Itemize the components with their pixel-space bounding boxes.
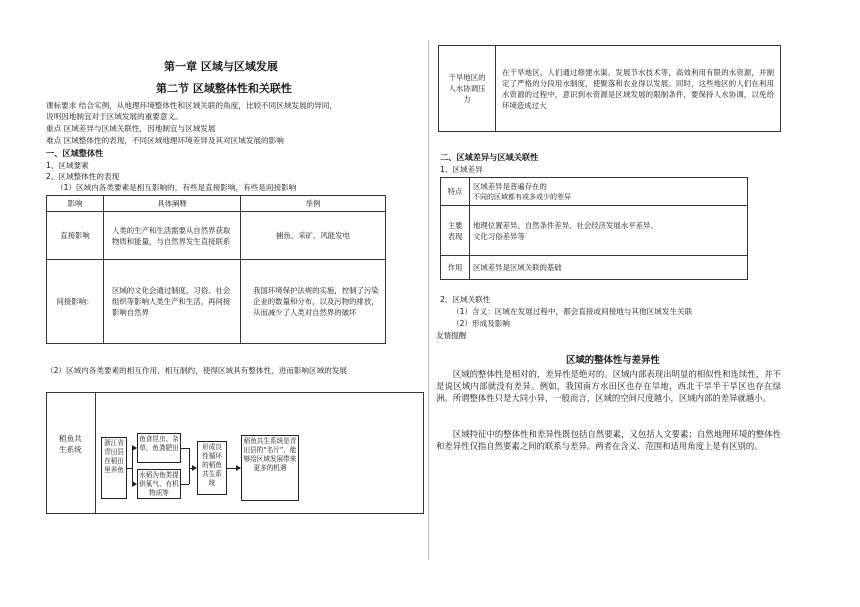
heading-region-linkage: 2、区域关联性 (440, 295, 491, 304)
table-cell: 干旱地区的人水协调压力 (439, 46, 496, 132)
essay-paragraph-1: 区域的整体性是相对的，差异性是绝对的。区域内部表现出明显的相似性和连续性，并不是说区域内部就没有差异。例如，我国南方水田区也存在旱地，西北干旱半干旱区也存在绿洲。所谓整体性只是大同小异，一般而言，区域的空间尺度越小，区域内部的差异就越小。 (436, 369, 781, 403)
heading-region-difference: 二、区域差异与区域关联性 (440, 152, 539, 162)
table-cell: 特点 (441, 178, 470, 206)
table-cell: 间接影响： (47, 260, 104, 344)
heading-integrity-expression: 2、区域整体性的表现 (46, 172, 120, 181)
column-divider (428, 40, 429, 560)
table-cell: 作用 (441, 256, 470, 280)
connector (132, 448, 133, 484)
table-cell: 直接影响 (47, 212, 104, 260)
table-cell (470, 256, 748, 280)
linkage-meaning: （1）含义：区域在发展过程中，都会直接或间接地与其他区域发生关联 (452, 307, 693, 316)
linkage-formation: （2）形成及影响 (452, 319, 510, 328)
connector (189, 448, 190, 484)
arrow (132, 484, 136, 485)
section-title: 第二节 区域整体性和关联性 (156, 82, 292, 95)
table-cell-line: 地理位置差异、自然条件差异、社会经济发展水平差异、 (473, 220, 658, 230)
diagram-box-fish-eat-insects: 鱼食昆虫、杂草，鱼粪肥田 (137, 433, 181, 463)
difference-table (440, 177, 748, 280)
rice-fish-diagram (46, 392, 424, 514)
table-cell-line: 文化习俗差异等 (473, 231, 525, 241)
arrow (227, 468, 240, 469)
influence-table (46, 195, 386, 344)
table-header: 影响 (47, 196, 104, 212)
table-cell: 区域的文化会通过制度、习俗、社会组织等影响人类生产和生活，再间接影响自然界 (104, 260, 241, 344)
water-pressure-table (438, 45, 781, 132)
heading-region-elements: 1、区域要素 (46, 161, 89, 170)
table-header: 举例 (241, 196, 386, 212)
connector (181, 448, 189, 449)
table-cell-line: 不同的区域都有或多或少的差异 (473, 192, 571, 201)
essay-title: 区域的整体性与差异性 (566, 355, 660, 366)
essay-paragraph-2: 区域特征中的整体性和差异性既包括自然要素，又包括人文要素；自然地理环境的整体性和差异性仅指自然要素之间的联系与差异。两者在含义、范围和适用角度上是有区别的。 (436, 429, 781, 451)
table-cell: 在干旱地区，人们通过修建水渠、发展节水技术等，高效利用有限的水资源，并制定了严格的分段用水制度，使聚落和农业得以发展。同时，这些地区的人们在利用水资源的过程中，意识到水资源是区域发展的限制条件，要保持人水协调，以免给环境造成过大 (496, 46, 781, 132)
diagram-label: 稻鱼共生系统 (59, 434, 82, 454)
diagram-box-cycle: 形成良性循环的稻鱼共生系统 (197, 441, 227, 495)
table-cell: 捕鱼、采矿、风能发电 (241, 212, 386, 260)
table-cell (470, 206, 748, 256)
subheading-interaction: （2）区域内各类要素的相互作用、相互制约，使得区域具有整体性，进而影响区域的发展 (46, 366, 347, 375)
heading-region-difference-1: 1、区域差异 (440, 165, 483, 174)
table-header: 具体阐释 (104, 196, 241, 212)
diagram-box-qingtian: 浙江省青田县在稻田里养鱼 (101, 437, 127, 499)
arrow (189, 468, 196, 469)
difficulty-points: 难点 区域整体性的表现，不同区域地理环境差异及其对区域发展的影响 (46, 136, 284, 145)
connector (181, 484, 189, 485)
arrow (132, 448, 136, 449)
diagram-box-name-card: 稻鱼共生系统是青田县的“名片”，能够给区域发展带来更多的机遇 (241, 435, 299, 501)
table-cell-line: 区域差异是普遍存在的 (473, 181, 547, 191)
requirements-line2: 说明因地制宜对于区域发展的重要意义。 (46, 112, 183, 121)
table-cell: 人类的生产和生活需要从自然界获取物质和能量，与自然界发生直接联系 (104, 212, 241, 260)
table-cell (470, 178, 748, 206)
diagram-box-rice-oxygen: 水稻为鱼类提供氧气、有机物质等 (137, 469, 181, 499)
subheading-mutual-influence: （1）区域内各类要素是相互影响的，有些是直接影响，有些是间接影响 (56, 183, 297, 192)
requirements-line1: 课标要求 结合实例，从地理环境整体性和区域关联的角度，比较不同区域发展的异同， (46, 101, 337, 110)
key-points: 重点 区域差异与区域关联性，因地制宜与区域发展 (46, 124, 216, 133)
chapter-title: 第一章 区域与区域发展 (164, 60, 278, 73)
heading-region-integrity: 一、区域整体性 (46, 148, 104, 158)
table-cell: 主要表现 (441, 206, 470, 256)
table-cell-line: 区域差异是区域关联的基础 (473, 263, 562, 272)
friendly-tip: 友情提醒 (436, 331, 467, 340)
table-cell: 我国环境保护法规的实施，控制了污染企业的数量和分布，以及污物的排放，从而减少了人类对自然界的破坏 (241, 260, 386, 344)
